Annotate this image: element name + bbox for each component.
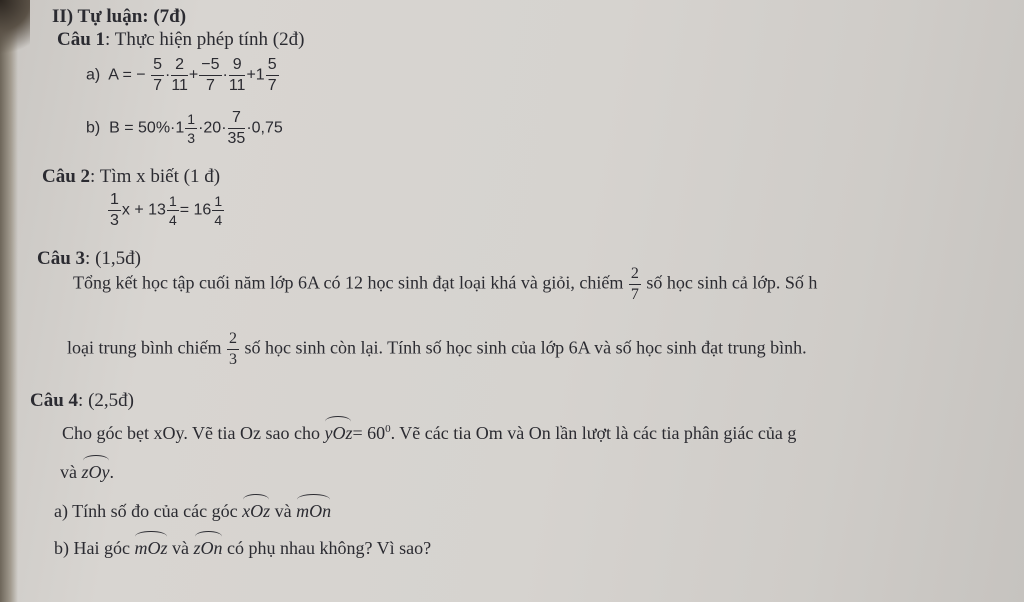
numerator: 1	[108, 192, 121, 211]
q1a-frac-3	[199, 57, 221, 94]
q1a-frac-1	[151, 57, 164, 94]
q4-line2-after: .	[109, 462, 114, 482]
q3-line2-before: loại trung bình chiếm	[67, 337, 222, 358]
numerator: 1	[214, 193, 223, 209]
q4-title: : (2,5đ)	[78, 390, 134, 411]
numerator: 1	[168, 193, 177, 209]
q1a-frac-2	[171, 57, 188, 94]
denominator: 7	[630, 286, 639, 303]
q3-line2-after: số học sinh còn lại. Tính số học sinh của lớp 6A và số học sinh đạt trung bình.	[244, 337, 807, 358]
q1a-dot-2: ·	[222, 66, 228, 84]
page-edge-shadow	[0, 0, 18, 602]
denominator: 7	[205, 77, 215, 94]
q2-title: : Tìm x biết (1 đ)	[90, 166, 221, 187]
q3-frac-1	[629, 266, 641, 303]
q1-label: Câu 1	[57, 29, 106, 50]
q3-line1-after: số học sinh cả lớp. Số h	[646, 272, 818, 293]
q4-line2-before: và	[60, 462, 77, 482]
denominator: 7	[267, 77, 277, 94]
q1b-tail: ·0,75	[246, 119, 283, 137]
q4a-text: a) Tính số đo của các góc	[54, 501, 238, 521]
numerator: 5	[151, 57, 164, 76]
section-title: II) Tự luận: (7đ)	[52, 6, 187, 27]
q4b-text: b) Hai góc	[54, 538, 130, 558]
q2-frac-1	[108, 192, 121, 229]
angle-zon: zOn	[194, 535, 223, 559]
angle-xoz: xOz	[242, 498, 270, 522]
q1a-frac-5	[266, 57, 279, 94]
numerator: 2	[629, 266, 641, 285]
numerator: 7	[228, 110, 246, 129]
q4-heading	[30, 390, 134, 412]
page-corner-shadow	[0, 0, 30, 60]
q1a-plus-1: +	[188, 66, 199, 84]
q1a-lhs: A = −	[108, 66, 146, 84]
denominator: 7	[153, 77, 162, 94]
q1b-mid: ·20·	[198, 119, 227, 137]
q2-mid-2: = 16	[179, 201, 212, 219]
q2-heading	[42, 166, 220, 188]
q4-line-1	[62, 420, 796, 444]
q1a-expression	[86, 57, 280, 94]
q1a-frac-4	[229, 57, 246, 94]
q2-label: Câu 2	[42, 166, 91, 187]
q1b-frac-2	[228, 110, 246, 147]
q4-line-2	[60, 459, 114, 483]
q1b-frac-1	[185, 112, 197, 145]
angle-moz: mOz	[134, 535, 167, 559]
denominator: 4	[168, 212, 177, 228]
q3-line1-before: Tổng kết học tập cuối năm lớp 6A có 12 học sinh đạt loại khá và giỏi, chiếm	[73, 272, 624, 293]
q1a-dot-1: ·	[164, 66, 171, 84]
denominator: 35	[227, 130, 246, 147]
numerator: 2	[227, 331, 239, 350]
q1-title: : Thực hiện phép tính (2đ)	[105, 29, 305, 50]
q3-line-2	[67, 331, 807, 368]
q2-frac-2	[167, 194, 179, 227]
q4-line1-after: . Vẽ các tia Om và On lần lượt là các tia phân giác của g	[390, 423, 797, 443]
denominator: 3	[228, 351, 237, 368]
q2-equation	[107, 192, 225, 229]
q3-line-1	[73, 266, 817, 303]
denominator: 11	[171, 77, 188, 94]
q4-eq: = 60	[352, 423, 386, 443]
denominator: 11	[228, 77, 246, 94]
q2-mid-1: x + 13	[121, 201, 166, 219]
angle-mon: mOn	[296, 498, 331, 522]
q4-line1-before: Cho góc bẹt xOy. Vẽ tia Oz sao cho	[62, 423, 320, 443]
q1-heading	[57, 29, 304, 51]
q1a-plus-2: +1	[246, 66, 265, 84]
numerator: 2	[171, 57, 188, 76]
q2-frac-3	[212, 194, 224, 227]
q1b-lhs: B = 50%·1	[109, 119, 185, 137]
numerator: −5	[199, 57, 221, 76]
numerator: 5	[266, 57, 279, 76]
denominator: 3	[187, 130, 196, 146]
denominator: 4	[214, 212, 223, 228]
q4b-tail: có phụ nhau không? Vì sao?	[227, 538, 432, 558]
q4-label: Câu 4	[30, 390, 79, 411]
q4-part-a	[54, 498, 331, 522]
degree-mark: 0	[385, 423, 391, 435]
q3-title: : (1,5đ)	[85, 248, 141, 269]
q4a-and: và	[274, 501, 292, 521]
q3-frac-2	[227, 331, 239, 368]
q1a-prefix: a)	[86, 66, 101, 84]
numerator: 1	[187, 111, 196, 127]
q4-part-b	[54, 535, 431, 559]
q1b-expression	[86, 110, 283, 147]
angle-zoy: zOy	[82, 459, 110, 483]
angle-yoz: yOz	[324, 420, 352, 444]
q4b-and: và	[172, 538, 189, 558]
denominator: 3	[110, 212, 119, 229]
q3-label: Câu 3	[37, 248, 86, 269]
q1b-prefix: b)	[86, 119, 101, 137]
numerator: 9	[229, 57, 246, 76]
